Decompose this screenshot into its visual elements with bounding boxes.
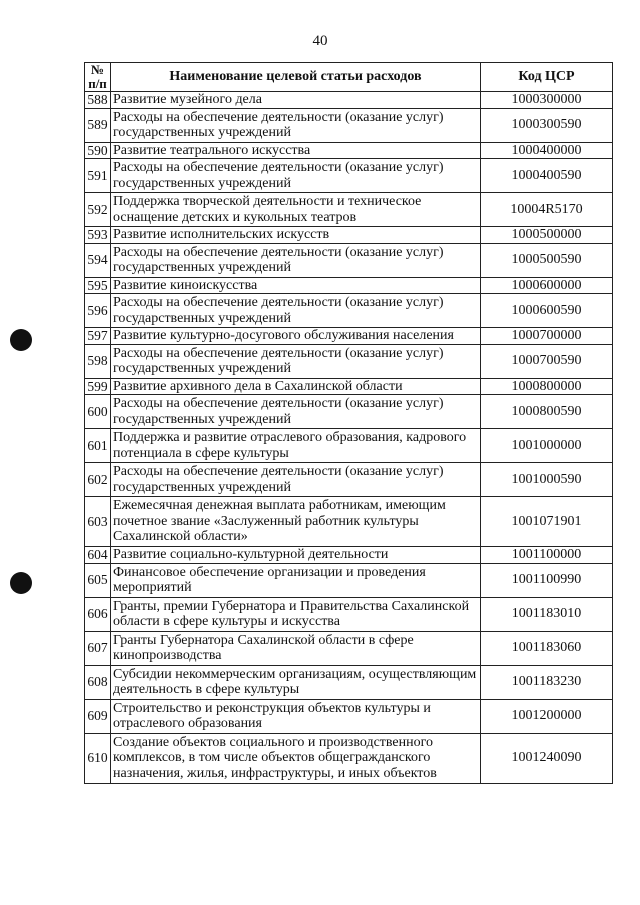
row-number: 598: [85, 344, 111, 378]
row-number: 609: [85, 699, 111, 733]
row-csr-code: 1000300590: [481, 108, 613, 142]
row-csr-code: 1000700590: [481, 344, 613, 378]
row-number: 592: [85, 193, 111, 227]
row-expense-name: Расходы на обеспечение деятельности (оказание услуг) государственных учреждений: [111, 243, 481, 277]
row-csr-code: 1000800000: [481, 378, 613, 395]
table-row: [85, 227, 613, 244]
row-expense-name: Расходы на обеспечение деятельности (оказание услуг) государственных учреждений: [111, 294, 481, 328]
row-csr-code: 1000800590: [481, 395, 613, 429]
row-expense-name: Развитие киноискусства: [111, 277, 481, 294]
row-number: 608: [85, 665, 111, 699]
table-row: [85, 563, 613, 597]
header-number-symbol: №: [90, 62, 105, 77]
row-number: 600: [85, 395, 111, 429]
row-number: 607: [85, 631, 111, 665]
row-expense-name: Ежемесячная денежная выплата работникам, имеющим почетное звание «Заслуженный работник культуры Сахалинской области»: [111, 497, 481, 547]
row-number: 588: [85, 92, 111, 109]
row-number: 604: [85, 547, 111, 564]
row-csr-code: 1000600590: [481, 294, 613, 328]
row-expense-name: Развитие культурно-досугового обслуживания населения: [111, 328, 481, 345]
row-csr-code: 1000400590: [481, 159, 613, 193]
row-expense-name: Гранты Губернатора Сахалинской области в сфере кинопроизводства: [111, 631, 481, 665]
row-csr-code: 1001000000: [481, 429, 613, 463]
row-number: 590: [85, 142, 111, 159]
row-number: 589: [85, 108, 111, 142]
table-row: [85, 631, 613, 665]
row-expense-name: Поддержка и развитие отраслевого образования, кадрового потенциала в сфере культуры: [111, 429, 481, 463]
row-number: 602: [85, 463, 111, 497]
row-expense-name: Поддержка творческой деятельности и техническое оснащение детских и кукольных театров: [111, 193, 481, 227]
row-expense-name: Развитие социально-культурной деятельности: [111, 547, 481, 564]
row-expense-name: Расходы на обеспечение деятельности (оказание услуг) государственных учреждений: [111, 463, 481, 497]
row-csr-code: 1001183010: [481, 597, 613, 631]
row-csr-code: 1001100990: [481, 563, 613, 597]
table-row: [85, 108, 613, 142]
row-expense-name: Строительство и реконструкция объектов культуры и отраслевого образования: [111, 699, 481, 733]
row-number: 610: [85, 733, 111, 783]
punch-hole-top: [10, 329, 32, 351]
budget-classification-table: [84, 62, 613, 784]
row-csr-code: 1000700000: [481, 328, 613, 345]
row-expense-name: Гранты, премии Губернатора и Правительства Сахалинской области в сфере культуры и искусства: [111, 597, 481, 631]
row-number: 605: [85, 563, 111, 597]
header-code: Код ЦСР: [481, 63, 613, 92]
row-expense-name: Создание объектов социального и производственного комплексов, в том числе объектов общегражданского назначения, жилья, инфраструктуры, и иных объектов: [111, 733, 481, 783]
row-expense-name: Развитие музейного дела: [111, 92, 481, 109]
row-expense-name: Расходы на обеспечение деятельности (оказание услуг) государственных учреждений: [111, 159, 481, 193]
table-row: [85, 665, 613, 699]
row-csr-code: 1001183230: [481, 665, 613, 699]
table-row: [85, 378, 613, 395]
row-csr-code: 1000500590: [481, 243, 613, 277]
row-csr-code: 1001183060: [481, 631, 613, 665]
row-csr-code: 1000300000: [481, 92, 613, 109]
row-expense-name: Развитие исполнительских искусств: [111, 227, 481, 244]
table-body: [85, 92, 613, 784]
row-number: 595: [85, 277, 111, 294]
table-row: [85, 92, 613, 109]
row-expense-name: Развитие театрального искусства: [111, 142, 481, 159]
row-csr-code: 1001000590: [481, 463, 613, 497]
table-row: [85, 243, 613, 277]
row-number: 596: [85, 294, 111, 328]
header-number-abbrev: п/п: [88, 76, 107, 91]
row-number: 599: [85, 378, 111, 395]
row-number: 594: [85, 243, 111, 277]
table-row: [85, 733, 613, 783]
row-number: 593: [85, 227, 111, 244]
header-number: [85, 63, 111, 92]
table-row: [85, 328, 613, 345]
row-csr-code: 1001100000: [481, 547, 613, 564]
row-csr-code: 10004R5170: [481, 193, 613, 227]
row-number: 603: [85, 497, 111, 547]
row-expense-name: Расходы на обеспечение деятельности (оказание услуг) государственных учреждений: [111, 344, 481, 378]
table-row: [85, 142, 613, 159]
table-row: [85, 699, 613, 733]
table-row: [85, 395, 613, 429]
row-csr-code: 1000400000: [481, 142, 613, 159]
row-expense-name: Развитие архивного дела в Сахалинской области: [111, 378, 481, 395]
table-row: [85, 344, 613, 378]
row-number: 597: [85, 328, 111, 345]
table-row: [85, 463, 613, 497]
row-expense-name: Расходы на обеспечение деятельности (оказание услуг) государственных учреждений: [111, 108, 481, 142]
row-expense-name: Субсидии некоммерческим организациям, осуществляющим деятельность в сфере культуры: [111, 665, 481, 699]
table-header-row: [85, 63, 613, 92]
row-number: 591: [85, 159, 111, 193]
header-name: Наименование целевой статьи расходов: [111, 63, 481, 92]
row-number: 606: [85, 597, 111, 631]
page-number: 40: [312, 33, 328, 49]
punch-hole-bottom: [10, 572, 32, 594]
row-csr-code: 1001240090: [481, 733, 613, 783]
table-row: [85, 429, 613, 463]
row-csr-code: 1000500000: [481, 227, 613, 244]
row-csr-code: 1001200000: [481, 699, 613, 733]
row-expense-name: Расходы на обеспечение деятельности (оказание услуг) государственных учреждений: [111, 395, 481, 429]
row-csr-code: 1001071901: [481, 497, 613, 547]
row-number: 601: [85, 429, 111, 463]
table-row: [85, 277, 613, 294]
table-row: [85, 193, 613, 227]
table-row: [85, 547, 613, 564]
table-row: [85, 159, 613, 193]
row-csr-code: 1000600000: [481, 277, 613, 294]
row-expense-name: Финансовое обеспечение организации и проведения мероприятий: [111, 563, 481, 597]
table-row: [85, 597, 613, 631]
table-row: [85, 294, 613, 328]
table-row: [85, 497, 613, 547]
